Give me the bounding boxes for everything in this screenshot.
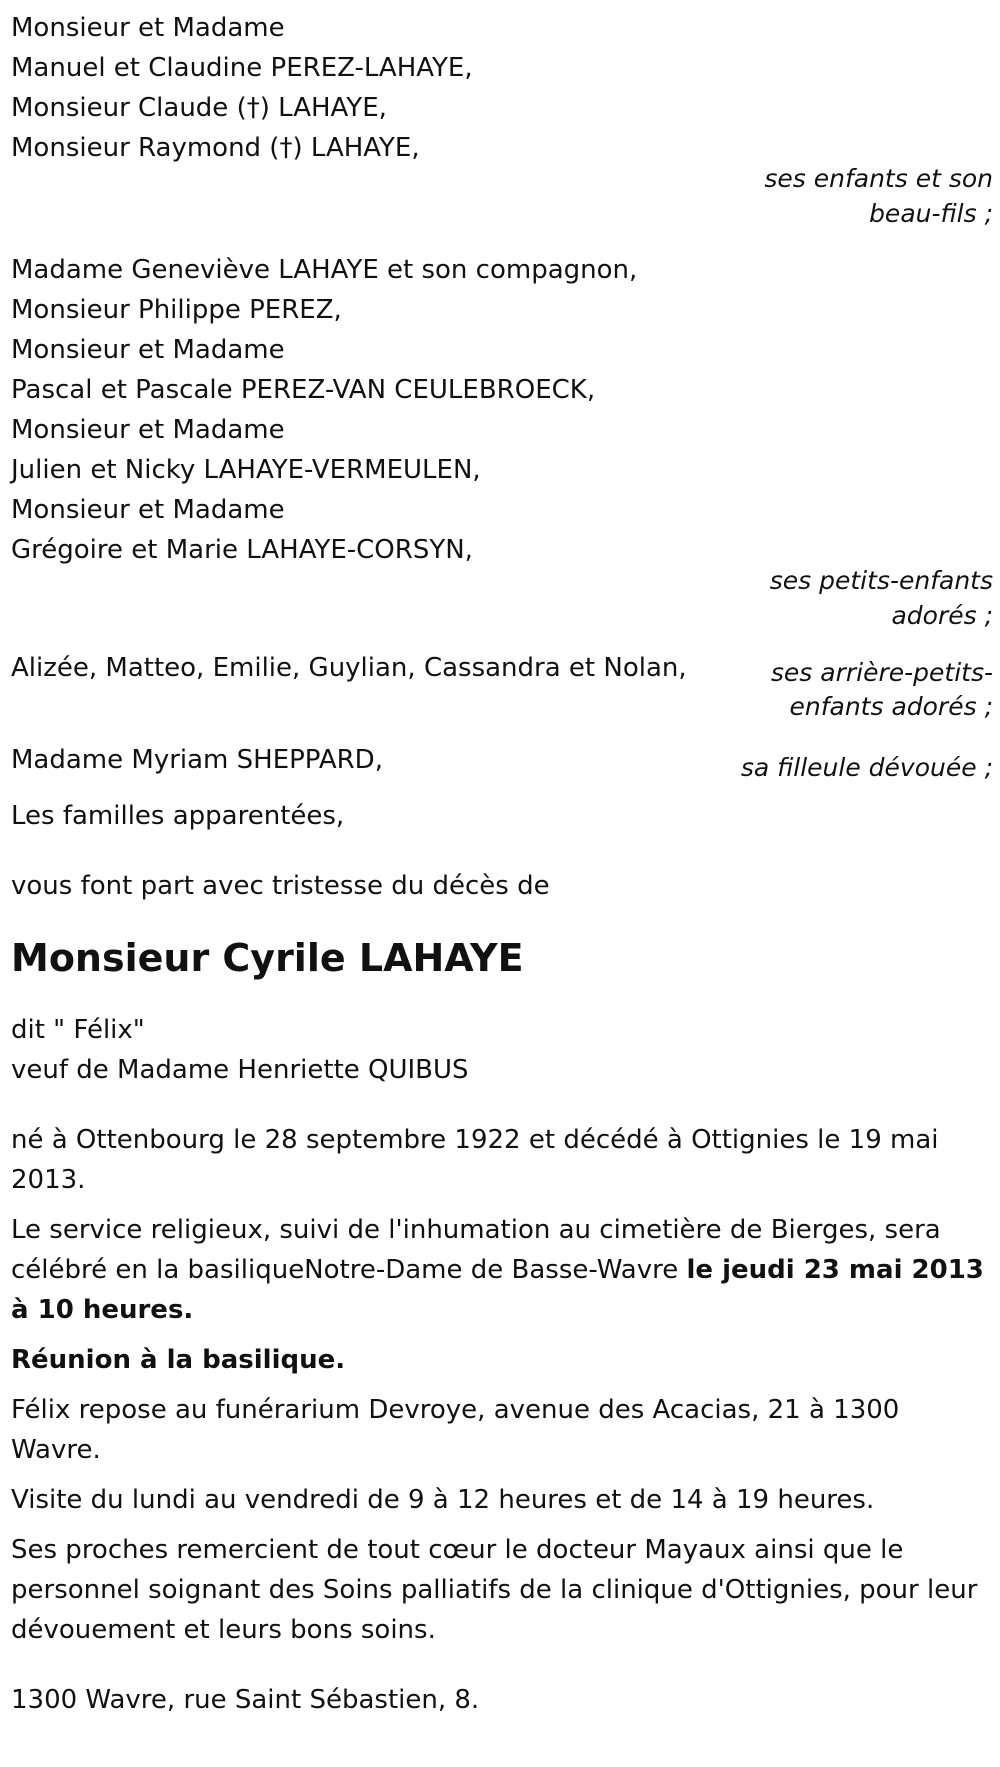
relation-label: ses petits-enfants [769,566,993,595]
family-line: Alizée, Matteo, Emilie, Guylian, Cassandra et Nolan, [11,653,687,683]
service-text: Le service religieux, suivi de l'inhumation au cimetière de Bierges, sera célébré en la basiliqueNotre-Dame de Basse-Wavre [11,1215,941,1285]
family-line: Monsieur Raymond (†) LAHAYE, [11,133,420,163]
relation-label: adorés ; [891,601,993,630]
relation-label-group [741,748,993,788]
service-info [11,1210,993,1330]
goddaughter-block [11,740,993,796]
family-line: Madame Myriam SHEPPARD, [11,745,383,775]
family-line: Monsieur et Madame [11,495,285,525]
visit-hours: Visite du lundi au vendredi de 9 à 12 heures et de 14 à 19 heures. [11,1485,875,1515]
deceased-widower: veuf de Madame Henriette QUIBUS [11,1055,469,1085]
meeting-text: Réunion à la basilique. [11,1345,346,1375]
family-line: Madame Geneviève LAHAYE et son compagnon, [11,255,638,285]
relation-label: ses arrière-petits- [770,658,993,687]
related-families: Les familles apparentées, [11,801,345,831]
birth-death: né à Ottenbourg le 28 septembre 1922 et décédé à Ottignies le 19 mai 2013. [11,1125,939,1195]
relation-label-group [771,656,993,724]
address: 1300 Wavre, rue Saint Sébastien, 8. [11,1685,480,1715]
family-line: Julien et Nicky LAHAYE-VERMEULEN, [11,455,481,485]
family-line: Monsieur Philippe PEREZ, [11,295,342,325]
service-date: le jeudi 23 mai 2013 à 10 heures. [11,1255,984,1325]
funeral-home: Félix repose au funérarium Devroye, avenue des Acacias, 21 à 1300 Wavre. [11,1395,900,1465]
children-block [11,8,993,232]
relation-label: enfants adorés ; [789,692,993,721]
relation-label: sa filleule dévouée ; [740,753,993,782]
relation-label: ses enfants et son [764,164,993,193]
meeting-info [11,1340,993,1380]
deceased-name: Monsieur Cyrile LAHAYE [11,936,524,980]
family-line: Monsieur et Madame [11,415,285,445]
relation-label: beau-fils ; [869,199,993,228]
family-line: Monsieur et Madame [11,335,285,365]
family-line: Pascal et Pascale PEREZ-VAN CEULEBROECK, [11,375,596,405]
family-line: Monsieur Claude (†) LAHAYE, [11,93,387,123]
family-line: Grégoire et Marie LAHAYE-CORSYN, [11,535,473,565]
great-grandchildren-block [11,648,993,740]
family-line: Monsieur et Madame [11,13,285,43]
deceased-nickname: dit " Félix" [11,1015,145,1045]
obituary-text [11,8,993,1720]
family-line: Manuel et Claudine PEREZ-LAHAYE, [11,53,473,83]
thanks: Ses proches remercient de tout cœur le docteur Mayaux ainsi que le personnel soignant des Soins palliatifs de la clinique d'Ottignies, pour leur dévouement et leurs bons soins. [11,1535,978,1645]
grandchildren-block [11,250,993,634]
announcement: vous font part avec tristesse du décès de [11,871,550,901]
